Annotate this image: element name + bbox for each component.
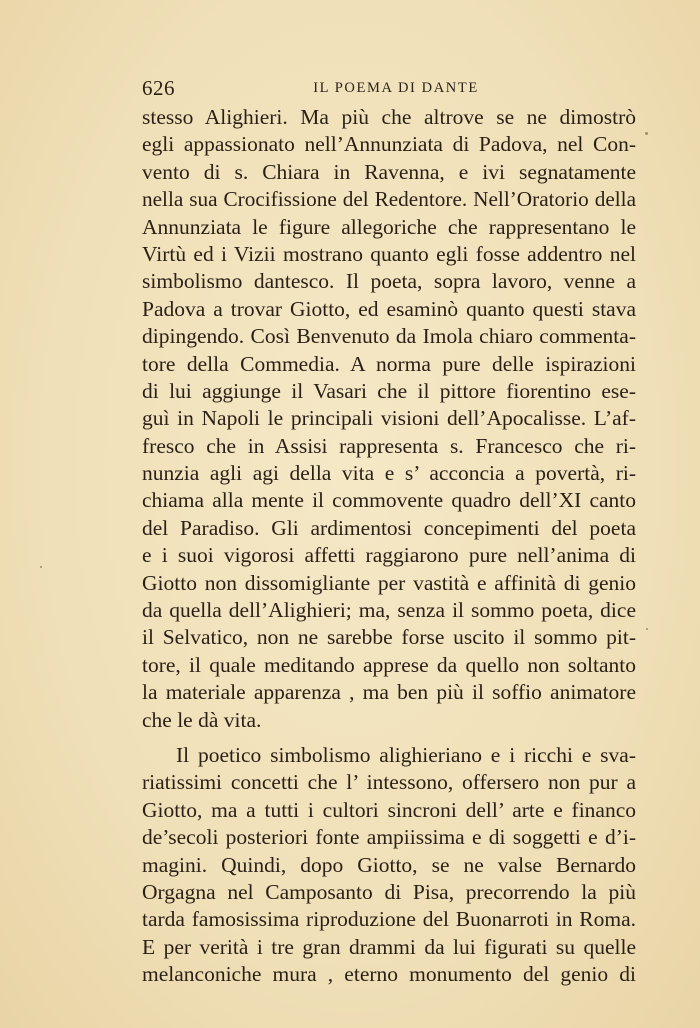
text-line: vento di s. Chiara in Ravenna, e ivi segnatamente xyxy=(142,159,636,184)
text-line: Orgagna nel Camposanto di Pisa, precorrendo la più xyxy=(142,879,636,904)
text-line: Annunziata le figure allegoriche che rappresentano le xyxy=(142,214,636,239)
paragraph-gap xyxy=(142,734,636,742)
text-line: la materiale apparenza , ma ben più il soffio animatore xyxy=(142,680,636,705)
text-line: Padova a trovar Giotto, ed esaminò quanto questi stava xyxy=(142,296,636,321)
page-number: 626 xyxy=(142,76,175,100)
page-header xyxy=(142,76,636,102)
text-line: tarda famosissima riproduzione del Buonarroti in Roma. xyxy=(142,907,636,932)
body-text xyxy=(142,104,636,989)
text-line: Virtù ed i Vizii mostrano quanto egli fosse addentro nel xyxy=(142,241,636,266)
text-line: simbolismo dantesco. Il poeta, sopra lavoro, venne a xyxy=(142,269,636,294)
text-line: egli appassionato nell’Annunziata di Padova, nel Con- xyxy=(142,132,636,157)
text-line: tore della Commedia. A norma pure delle ispirazioni xyxy=(142,351,636,376)
running-title: IL POEMA DI DANTE xyxy=(313,80,479,96)
paragraph xyxy=(142,104,636,734)
text-line: tore, il quale meditando apprese da quello non soltanto xyxy=(142,652,636,677)
text-line: nunzia agli agi della vita e s’ acconcia a povertà, ri- xyxy=(142,461,636,486)
text-line: chiama alla mente il commovente quadro dell’XI canto xyxy=(142,488,636,513)
text-line: fresco che in Assisi rappresenta s. Francesco che ri- xyxy=(142,433,636,458)
text-line: guì in Napoli le principali visioni dell’Apocalisse. L’af- xyxy=(142,406,636,431)
text-line: Il poetico simbolismo alighieriano e i ricchi e sva- xyxy=(176,742,636,767)
text-line: nella sua Crocifissione del Redentore. Nell’Oratorio della xyxy=(142,187,636,212)
text-line: Giotto non dissomigliante per vastità e affinità di genio xyxy=(142,570,636,595)
text-line: E per verità i tre gran drammi da lui figurati su quelle xyxy=(142,934,636,959)
paper-speck xyxy=(646,628,648,630)
text-line: e i suoi vigorosi affetti raggiarono pure nell’anima di xyxy=(142,543,636,568)
text-line: da quella dell’Alighieri; ma, senza il sommo poeta, dice xyxy=(142,598,636,623)
text-line: melanconiche mura , eterno monumento del genio di xyxy=(142,962,636,987)
paper-speck xyxy=(40,566,42,568)
text-line: magini. Quindi, dopo Giotto, se ne valse Bernardo xyxy=(142,852,636,877)
text-line: che le dà vita. xyxy=(142,707,262,732)
text-line: de’secoli posteriori fonte ampiissima e di soggetti e d’i- xyxy=(142,825,636,850)
text-line: stesso Alighieri. Ma più che altrove se ne dimostrò xyxy=(142,105,636,129)
text-line: il Selvatico, non ne sarebbe forse uscito il sommo pit- xyxy=(142,625,636,650)
text-line: dipingendo. Così Benvenuto da Imola chiaro commenta- xyxy=(142,324,636,349)
text-line: Giotto, ma a tutti i cultori sincroni dell’ arte e financo xyxy=(142,797,636,822)
text-line: riatissimi concetti che l’ intessono, offersero non pur a xyxy=(142,770,636,795)
paper-speck xyxy=(645,132,648,135)
paragraph xyxy=(142,742,636,989)
text-line: del Paradiso. Gli ardimentosi concepimenti del poeta xyxy=(142,515,636,540)
text-line: di lui aggiunge il Vasari che il pittore fiorentino ese- xyxy=(142,378,636,403)
